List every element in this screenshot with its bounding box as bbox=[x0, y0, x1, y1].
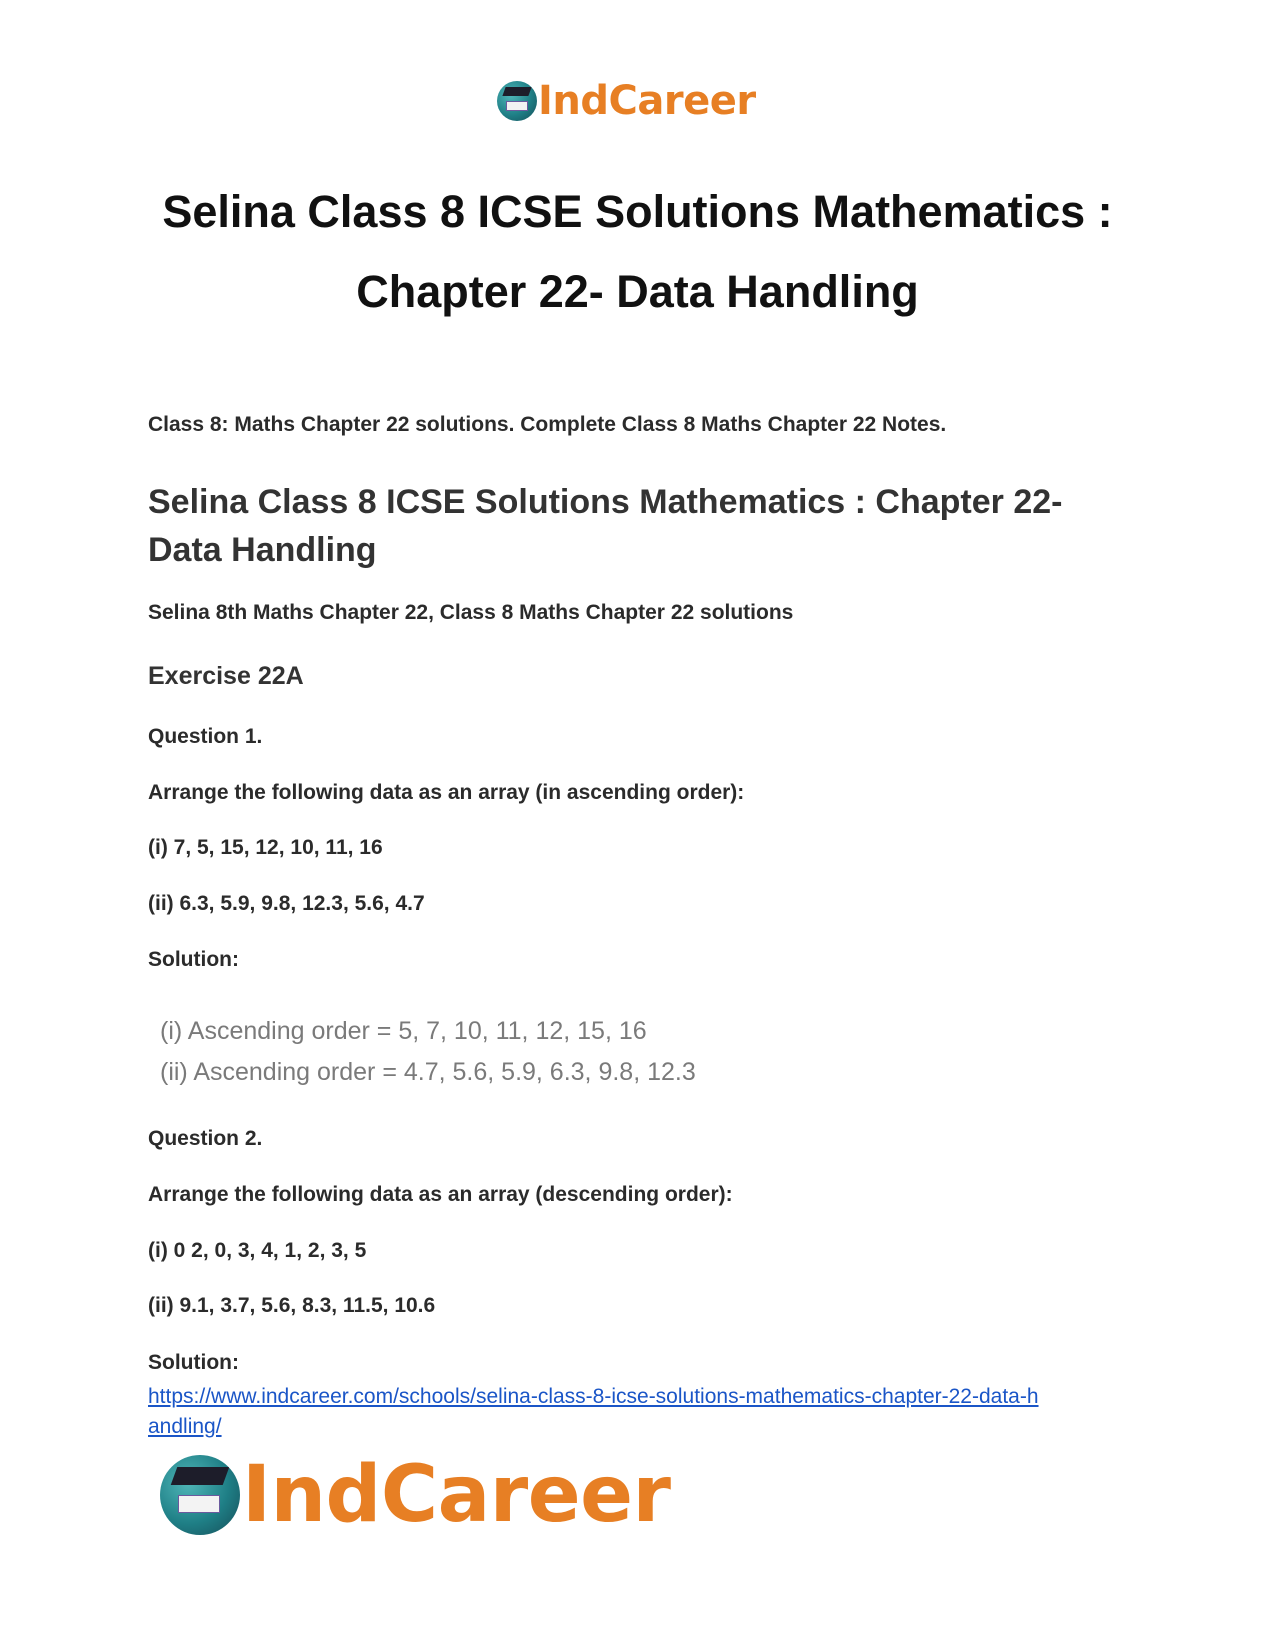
logo-text: IndCareer bbox=[242, 1450, 671, 1540]
question-2-prompt: Arrange the following data as an array (descending order): bbox=[148, 1183, 733, 1206]
page-title bbox=[100, 172, 1175, 332]
question-2-part-2: (ii) 9.1, 3.7, 5.6, 8.3, 11.5, 10.6 bbox=[148, 1294, 436, 1317]
question-1-part-1: (i) 7, 5, 15, 12, 10, 11, 16 bbox=[148, 836, 383, 859]
page-title-line-2: Chapter 22- Data Handling bbox=[356, 266, 919, 317]
source-link-line-2: andling/ bbox=[148, 1415, 222, 1438]
footer-logo bbox=[160, 1450, 671, 1540]
logo-text: IndCareer bbox=[538, 78, 756, 124]
source-link[interactable] bbox=[148, 1382, 1039, 1442]
globe-icon bbox=[497, 81, 537, 121]
question-2-label: Question 2. bbox=[148, 1127, 263, 1150]
globe-icon bbox=[160, 1455, 240, 1535]
page-title-line-1: Selina Class 8 ICSE Solutions Mathematics : bbox=[162, 186, 1113, 237]
question-1-label: Question 1. bbox=[148, 725, 263, 748]
section-heading-line-2: Data Handling bbox=[148, 531, 377, 569]
subheading: Selina 8th Maths Chapter 22, Class 8 Maths Chapter 22 solutions bbox=[148, 601, 794, 624]
question-1-solution-image bbox=[160, 1011, 696, 1093]
header-logo bbox=[497, 78, 756, 124]
question-2-part-1: (i) 0 2, 0, 3, 4, 1, 2, 3, 5 bbox=[148, 1239, 367, 1262]
question-1-answer-2: (ii) Ascending order = 4.7, 5.6, 5.9, 6.3, 9.8, 12.3 bbox=[160, 1058, 696, 1086]
section-heading-line-1: Selina Class 8 ICSE Solutions Mathematics : Chapter 22- bbox=[148, 483, 1063, 521]
question-2-solution-label: Solution: bbox=[148, 1351, 239, 1374]
section-heading bbox=[148, 478, 1062, 574]
question-1-answer-1: (i) Ascending order = 5, 7, 10, 11, 12, 15, 16 bbox=[160, 1017, 647, 1045]
exercise-heading: Exercise 22A bbox=[148, 662, 304, 690]
question-1-part-2: (ii) 6.3, 5.9, 9.8, 12.3, 5.6, 4.7 bbox=[148, 892, 425, 915]
source-link-line-1: https://www.indcareer.com/schools/selina-class-8-icse-solutions-mathematics-chapter-22-data-h bbox=[148, 1385, 1039, 1408]
question-1-prompt: Arrange the following data as an array (in ascending order): bbox=[148, 781, 745, 804]
intro-text: Class 8: Maths Chapter 22 solutions. Complete Class 8 Maths Chapter 22 Notes. bbox=[148, 413, 947, 436]
question-1-solution-label: Solution: bbox=[148, 948, 239, 971]
